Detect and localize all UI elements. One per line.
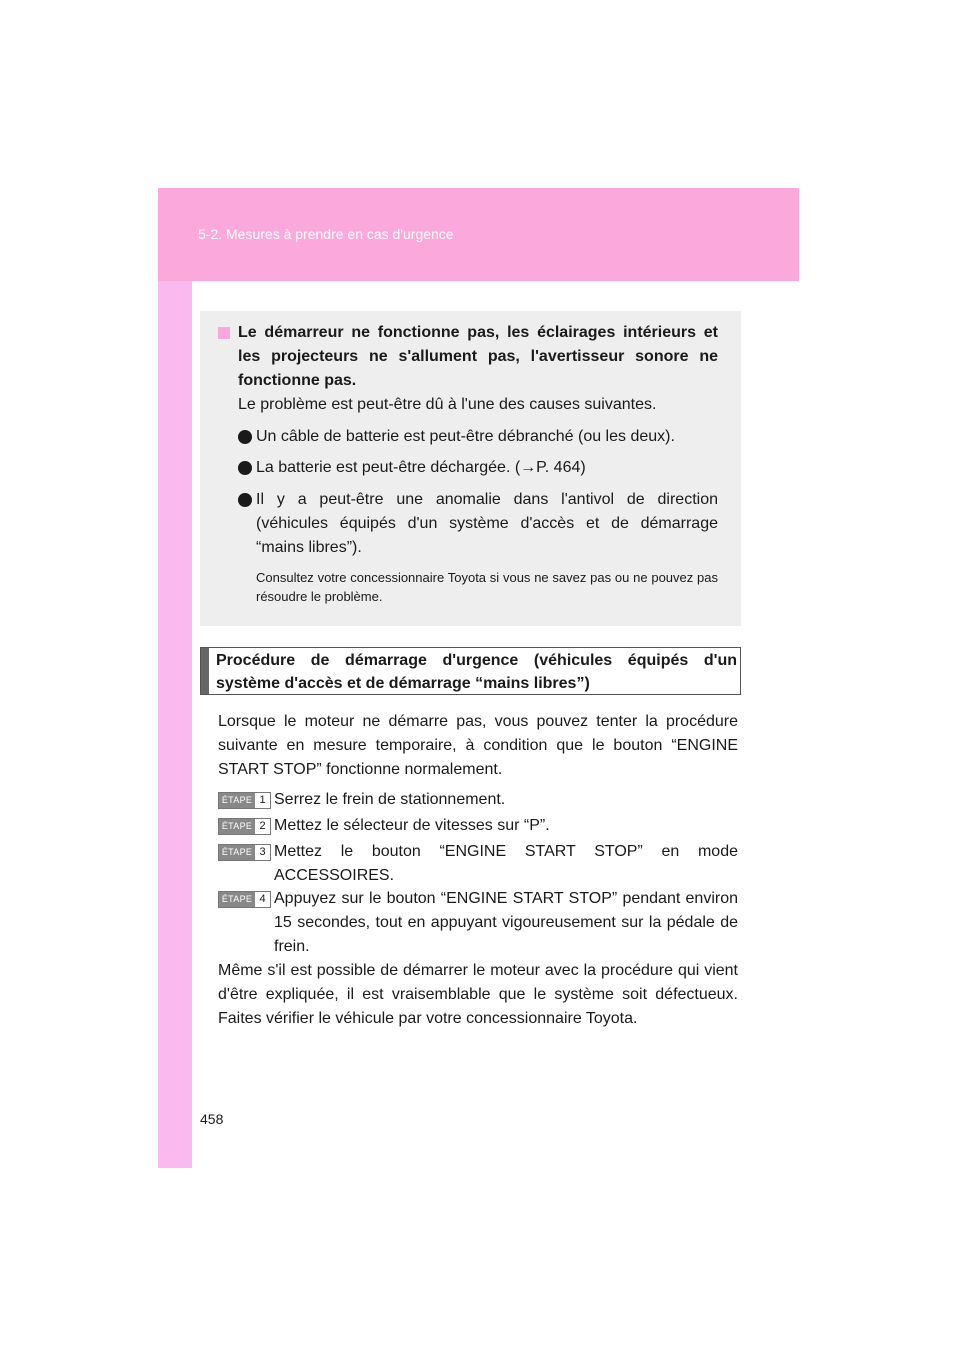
round-bullet-icon — [238, 430, 252, 444]
round-bullet-icon — [238, 493, 252, 507]
chapter-side-strip — [158, 281, 192, 1168]
chapter-header-band — [158, 188, 799, 281]
closing-paragraph: Même s'il est possible de démarrer le moteur avec la procédure qui vient d'être expliquée, il est vraisemblable que le système soit défectueux. Faites vérifier le véhicule par votre concessionnaire Toyota. — [218, 962, 738, 1027]
page-number: 458 — [200, 1111, 224, 1127]
step-badge: ÉTAPE 3 — [218, 844, 271, 861]
step-badge: ÉTAPE 2 — [218, 818, 271, 835]
step-item: ÉTAPE 1 Serrez le frein de stationnement. — [218, 788, 738, 812]
section-heading-bar — [201, 648, 209, 694]
chapter-section-label: 5-2. Mesures à prendre en cas d'urgence — [198, 226, 454, 242]
square-bullet-icon — [218, 327, 230, 339]
step-item: ÉTAPE 3 Mettez le bouton “ENGINE START STOP” en mode ACCESSOIRES. — [218, 840, 738, 888]
step-badge: ÉTAPE 4 — [218, 891, 271, 908]
step-item: ÉTAPE 2 Mettez le sélecteur de vitesses sur “P”. — [218, 814, 738, 838]
info-box-heading: Le démarreur ne fonctionne pas, les éclairages intérieurs et les projecteurs ne s'allument pas, l'avertisseur sonore ne fonctionne pas. — [218, 321, 718, 393]
cause-item: La batterie est peut-être déchargée. (→P. 464) — [238, 456, 718, 480]
section-heading-box — [200, 647, 741, 695]
intro-paragraph: Lorsque le moteur ne démarre pas, vous pouvez tenter la procédure suivante en mesure temporaire, à condition que le bouton “ENGINE START STOP” fonctionne normalement. — [218, 713, 738, 778]
info-box-note: Consultez votre concessionnaire Toyota si vous ne savez pas ou ne pouvez pas résoudre le problème. — [256, 570, 718, 604]
cause-item: Un câble de batterie est peut-être débranché (ou les deux). — [238, 425, 718, 449]
cause-item: Il y a peut-être une anomalie dans l'antivol de direction (véhicules équipés d'un système d'accès et de démarrage “mains libres”). — [238, 488, 718, 560]
info-box — [200, 311, 741, 626]
info-box-intro: Le problème est peut-être dû à l'une des causes suivantes. — [238, 396, 657, 413]
round-bullet-icon — [238, 461, 252, 475]
section-title: Procédure de démarrage d'urgence (véhicules équipés d'un système d'accès et de démarrage “mains libres”) — [216, 652, 737, 692]
step-item: ÉTAPE 4 Appuyez sur le bouton “ENGINE START STOP” pendant environ 15 secondes, tout en appuyant vigoureusement sur la pédale de frein. — [218, 887, 738, 959]
step-badge: ÉTAPE 1 — [218, 792, 271, 809]
